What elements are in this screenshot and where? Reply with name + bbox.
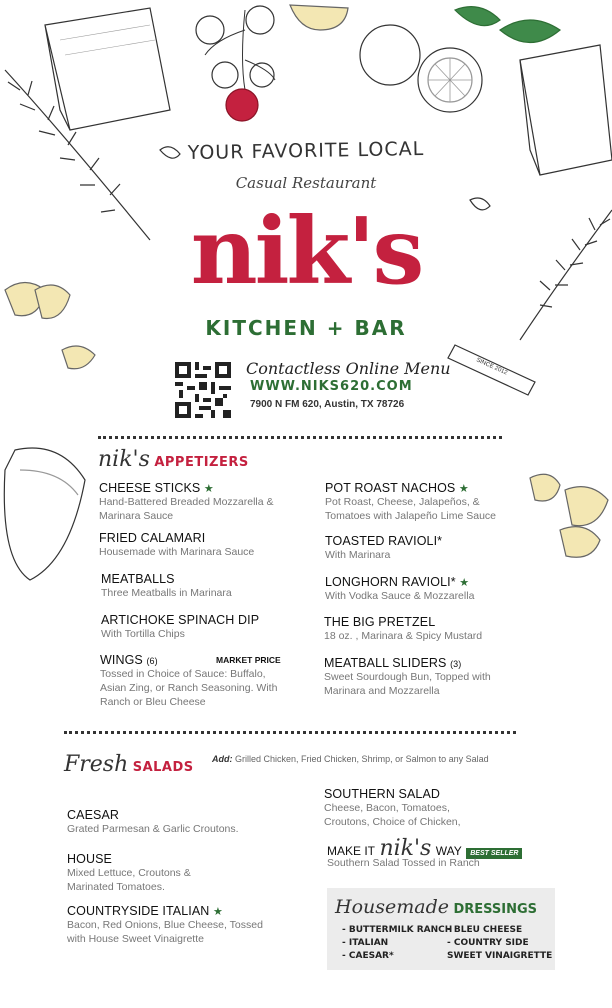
star-icon: ★ — [203, 483, 214, 495]
niks-way-description: Southern Salad Tossed in Ranch — [327, 857, 480, 869]
item-name: THE BIG PRETZEL — [324, 615, 436, 629]
dressing-item: - BLEU CHEESE — [447, 925, 523, 935]
qr-code-icon[interactable] — [175, 362, 231, 418]
item-name: ARTICHOKE SPINACH DIP — [101, 613, 260, 627]
menu-item-meatballs[interactable] — [101, 572, 301, 600]
address: 7900 N FM 620, Austin, TX 78726 — [250, 399, 405, 410]
item-name: HOUSE — [67, 852, 112, 866]
dressing-item: SWEET VINAIGRETTE — [447, 951, 553, 961]
add-label: Add: — [212, 754, 233, 764]
menu-item-countryside-italian[interactable] — [67, 904, 282, 946]
dressings-list-left — [342, 924, 452, 963]
market-price-label: MARKET PRICE — [216, 655, 281, 665]
best-seller-badge: BEST SELLER — [466, 848, 522, 859]
item-description: Hand-Battered Breaded Mozzarella & Marinara Sauce — [99, 496, 274, 522]
item-name: CAESAR — [67, 808, 120, 822]
niks-script: nik's — [379, 836, 432, 861]
item-count: (3) — [450, 659, 462, 669]
rolling-pin-label: SINCE 2012 — [475, 357, 509, 377]
dressing-item: - COUNTRY SIDE — [447, 938, 529, 948]
menu-item-longhorn-ravioli[interactable] — [325, 575, 525, 603]
item-description: With Marinara — [325, 549, 391, 561]
salad-add-on-note — [212, 754, 489, 764]
menu-item-toasted-ravioli[interactable] — [325, 534, 525, 562]
item-description: 18 oz. , Marinara & Spicy Mustard — [324, 630, 483, 642]
item-description: Bacon, Red Onions, Blue Cheese, Tossed with House Sweet Vinaigrette — [67, 919, 263, 945]
item-count: (6) — [146, 656, 158, 666]
dressing-item: - CAESAR* — [342, 951, 394, 961]
section-divider — [64, 731, 516, 734]
dressings-list-right — [447, 924, 552, 963]
star-icon: ★ — [458, 483, 469, 495]
website-link[interactable]: WWW.NIKS620.COM — [250, 379, 413, 394]
item-description: Three Meatballs in Marinara — [101, 587, 232, 599]
item-description: Pot Roast, Cheese, Jalapeños, & Tomatoes with Jalapeño Lime Sauce — [325, 496, 497, 522]
add-text: Grilled Chicken, Fried Chicken, Shrimp, or Salmon to any Salad — [235, 754, 489, 764]
brand-subtitle: KITCHEN + BAR — [205, 316, 407, 340]
section-title: APPETIZERS — [154, 455, 249, 470]
item-description: Grated Parmesan & Garlic Croutons. — [67, 823, 239, 835]
menu-item-big-pretzel[interactable] — [324, 615, 524, 643]
menu-item-southern-salad[interactable] — [324, 787, 484, 829]
menu-item-meatball-sliders[interactable] — [324, 656, 514, 698]
item-description: Mixed Lettuce, Croutons & Marinated Tomatoes. — [67, 867, 191, 893]
brand-logo: nik's — [190, 197, 422, 305]
make-it-label: MAKE IT — [327, 844, 376, 858]
salads-heading — [64, 752, 194, 777]
dressings-heading — [335, 896, 537, 918]
dressings-box — [327, 888, 555, 970]
tagline-sub: Casual Restaurant — [235, 174, 377, 192]
item-description: Sweet Sourdough Bun, Topped with Marinara and Mozzarella — [324, 671, 491, 697]
dressings-title: DRESSINGS — [453, 902, 538, 917]
way-label: WAY — [435, 844, 462, 858]
dressing-item: - BUTTERMILK RANCH — [342, 925, 453, 935]
item-name: CHEESE STICKS — [99, 481, 201, 495]
item-description: With Tortilla Chips — [101, 628, 185, 640]
item-name: WINGS — [100, 653, 143, 667]
dressing-item: - ITALIAN — [342, 938, 389, 948]
menu-item-cheese-sticks[interactable] — [99, 481, 299, 523]
section-divider — [98, 436, 502, 439]
section-script: Fresh — [64, 752, 129, 777]
item-description: Tossed in Choice of Sauce: Buffalo, Asian Zing, or Ranch Seasoning. With Ranch or Bleu Cheese — [100, 668, 278, 708]
tagline: YOUR FAVORITE LOCAL — [187, 137, 425, 165]
star-icon: ★ — [459, 577, 470, 589]
star-icon: ★ — [213, 906, 223, 918]
menu-item-fried-calamari[interactable] — [99, 531, 299, 559]
online-menu-title: Contactless Online Menu — [246, 359, 451, 378]
item-name: SOUTHERN SALAD — [324, 787, 441, 801]
dressings-script: Housemade — [335, 896, 449, 918]
menu-item-pot-roast-nachos[interactable] — [325, 481, 525, 523]
item-name: COUNTRYSIDE ITALIAN — [67, 904, 210, 918]
menu-item-house[interactable] — [67, 852, 227, 894]
section-title: SALADS — [132, 760, 194, 775]
item-name: LONGHORN RAVIOLI* — [325, 575, 456, 589]
menu-item-caesar[interactable] — [67, 808, 267, 836]
item-name: MEATBALLS — [101, 572, 175, 586]
item-description: Cheese, Bacon, Tomatoes, Croutons, Choice of Chicken, — [324, 802, 461, 828]
item-name: MEATBALL SLIDERS — [324, 656, 447, 670]
menu-item-artichoke-spinach-dip[interactable] — [101, 613, 301, 641]
item-description: Housemade with Marinara Sauce — [99, 546, 255, 558]
appetizers-heading — [98, 447, 249, 472]
item-name: TOASTED RAVIOLI* — [325, 534, 443, 548]
item-name: FRIED CALAMARI — [99, 531, 206, 545]
item-description: With Vodka Sauce & Mozzarella — [325, 590, 475, 602]
item-name: POT ROAST NACHOS — [325, 481, 456, 495]
section-script: nik's — [98, 447, 150, 472]
